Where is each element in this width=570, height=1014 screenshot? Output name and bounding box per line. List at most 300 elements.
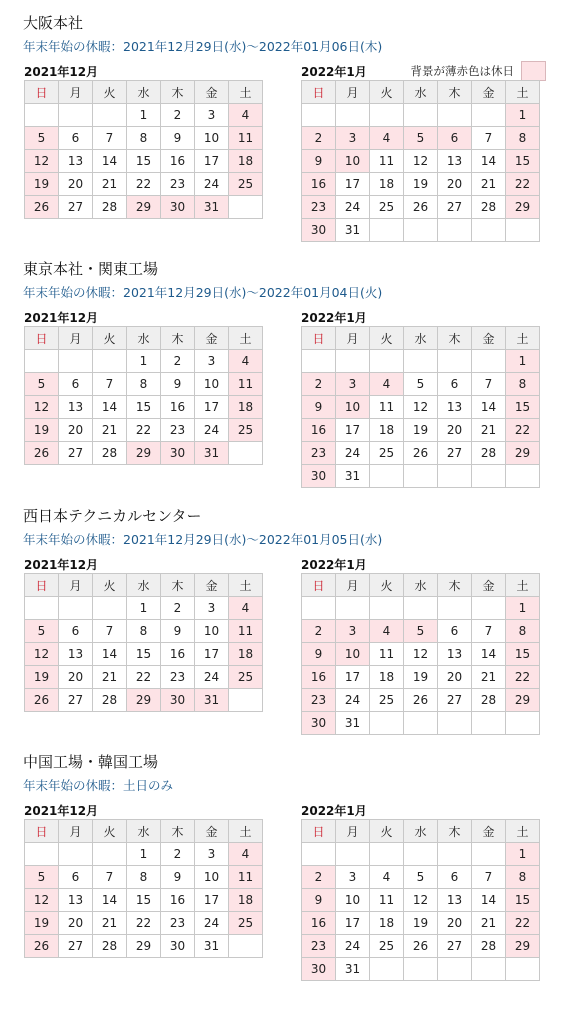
day-cell: 5: [404, 127, 438, 150]
empty-day-cell: [302, 843, 336, 866]
empty-day-cell: [404, 350, 438, 373]
day-cell: 11: [370, 150, 404, 173]
empty-day-cell: [93, 350, 127, 373]
calendar-grid: [301, 573, 540, 735]
weekday-header: 水: [127, 820, 161, 843]
week-row: [25, 373, 263, 396]
office-section: [0, 753, 570, 993]
day-cell: 26: [404, 442, 438, 465]
week-row: [302, 912, 540, 935]
day-cell: 17: [195, 643, 229, 666]
day-cell: 4: [370, 866, 404, 889]
day-cell: 15: [127, 643, 161, 666]
day-cell: 9: [161, 866, 195, 889]
day-cell: 1: [506, 843, 540, 866]
day-cell: 1: [506, 597, 540, 620]
day-cell: 16: [161, 396, 195, 419]
day-cell: 27: [59, 196, 93, 219]
day-cell: 9: [161, 620, 195, 643]
day-cell: 11: [370, 396, 404, 419]
day-cell: 6: [438, 620, 472, 643]
day-cell: 5: [404, 620, 438, 643]
day-cell: 19: [25, 173, 59, 196]
section-title: 中国工場・韓国工場: [23, 753, 159, 771]
day-cell: 25: [229, 666, 263, 689]
day-cell: 19: [404, 666, 438, 689]
week-row: [25, 866, 263, 889]
day-cell: 23: [302, 196, 336, 219]
day-cell: 25: [370, 935, 404, 958]
week-row: [25, 935, 263, 958]
day-cell: 15: [127, 396, 161, 419]
day-cell: 20: [438, 173, 472, 196]
empty-day-cell: [438, 712, 472, 735]
weekday-header: 月: [336, 574, 370, 597]
week-row: [25, 666, 263, 689]
empty-day-cell: [370, 712, 404, 735]
day-cell: 8: [506, 620, 540, 643]
weekday-header: 火: [93, 820, 127, 843]
empty-day-cell: [229, 196, 263, 219]
day-cell: 7: [472, 127, 506, 150]
day-cell: 29: [127, 442, 161, 465]
weekday-header: 金: [472, 327, 506, 350]
day-cell: 5: [404, 866, 438, 889]
day-cell: 19: [404, 912, 438, 935]
day-cell: 14: [472, 643, 506, 666]
day-cell: 13: [438, 150, 472, 173]
day-cell: 6: [59, 620, 93, 643]
week-row: [25, 912, 263, 935]
weekday-header: 月: [59, 327, 93, 350]
day-cell: 8: [127, 620, 161, 643]
day-cell: 31: [195, 935, 229, 958]
day-cell: 14: [472, 396, 506, 419]
weekday-header: 日: [302, 81, 336, 104]
day-cell: 17: [195, 396, 229, 419]
day-cell: 25: [370, 442, 404, 465]
weekday-header: 土: [229, 327, 263, 350]
empty-day-cell: [404, 104, 438, 127]
empty-day-cell: [506, 958, 540, 981]
weekday-header: 日: [25, 574, 59, 597]
holiday-period: 年末年始の休暇：2021年12月29日(水)～2022年01月05日(水): [23, 532, 383, 547]
day-cell: 7: [93, 620, 127, 643]
day-cell: 31: [195, 196, 229, 219]
day-cell: 3: [195, 597, 229, 620]
day-cell: 2: [302, 620, 336, 643]
weekday-header-row: [302, 81, 540, 104]
day-cell: 19: [25, 419, 59, 442]
day-cell: 16: [161, 150, 195, 173]
day-cell: 23: [161, 419, 195, 442]
day-cell: 28: [93, 689, 127, 712]
week-row: [25, 127, 263, 150]
empty-day-cell: [370, 958, 404, 981]
day-cell: 9: [302, 396, 336, 419]
week-row: [302, 396, 540, 419]
week-row: [302, 958, 540, 981]
day-cell: 27: [59, 689, 93, 712]
month-calendar: [301, 311, 540, 488]
day-cell: 18: [370, 419, 404, 442]
week-row: [302, 104, 540, 127]
weekday-header: 金: [472, 820, 506, 843]
day-cell: 28: [472, 935, 506, 958]
week-row: [302, 643, 540, 666]
month-calendar: [24, 804, 263, 958]
day-cell: 13: [59, 889, 93, 912]
day-cell: 10: [195, 373, 229, 396]
calendar-grid: [24, 326, 263, 465]
day-cell: 11: [229, 620, 263, 643]
weekday-header: 木: [438, 327, 472, 350]
day-cell: 30: [302, 958, 336, 981]
empty-day-cell: [302, 350, 336, 373]
day-cell: 29: [127, 196, 161, 219]
day-cell: 20: [59, 912, 93, 935]
empty-day-cell: [229, 935, 263, 958]
empty-day-cell: [93, 597, 127, 620]
day-cell: 20: [438, 666, 472, 689]
month-calendar: [24, 311, 263, 465]
weekday-header: 火: [370, 820, 404, 843]
day-cell: 3: [195, 104, 229, 127]
day-cell: 24: [195, 419, 229, 442]
weekday-header: 火: [370, 327, 404, 350]
day-cell: 27: [59, 442, 93, 465]
day-cell: 25: [370, 689, 404, 712]
day-cell: 23: [302, 935, 336, 958]
day-cell: 22: [127, 173, 161, 196]
week-row: [302, 442, 540, 465]
day-cell: 14: [93, 889, 127, 912]
day-cell: 6: [438, 866, 472, 889]
empty-day-cell: [302, 104, 336, 127]
day-cell: 12: [404, 396, 438, 419]
section-title: 東京本社・関東工場: [23, 260, 159, 278]
empty-day-cell: [438, 843, 472, 866]
weekday-header: 日: [25, 820, 59, 843]
weekday-header: 金: [195, 81, 229, 104]
day-cell: 12: [25, 643, 59, 666]
day-cell: 24: [336, 689, 370, 712]
day-cell: 4: [370, 127, 404, 150]
weekday-header: 金: [472, 81, 506, 104]
day-cell: 11: [370, 643, 404, 666]
day-cell: 11: [229, 866, 263, 889]
month-title: 2022年1月: [301, 804, 367, 818]
weekday-header: 金: [195, 327, 229, 350]
legend-label: 背景が薄赤色は休日: [410, 64, 514, 78]
day-cell: 12: [25, 396, 59, 419]
day-cell: 16: [302, 173, 336, 196]
day-cell: 22: [127, 666, 161, 689]
day-cell: 15: [506, 396, 540, 419]
day-cell: 14: [472, 889, 506, 912]
empty-day-cell: [472, 958, 506, 981]
day-cell: 19: [25, 666, 59, 689]
day-cell: 8: [127, 373, 161, 396]
day-cell: 11: [229, 127, 263, 150]
week-row: [302, 620, 540, 643]
empty-day-cell: [404, 597, 438, 620]
day-cell: 31: [195, 689, 229, 712]
day-cell: 21: [93, 173, 127, 196]
weekday-header: 火: [93, 81, 127, 104]
empty-day-cell: [93, 843, 127, 866]
empty-day-cell: [472, 465, 506, 488]
day-cell: 29: [506, 196, 540, 219]
day-cell: 27: [438, 196, 472, 219]
weekday-header: 土: [506, 574, 540, 597]
day-cell: 26: [25, 442, 59, 465]
empty-day-cell: [59, 104, 93, 127]
day-cell: 21: [93, 912, 127, 935]
day-cell: 1: [127, 350, 161, 373]
weekday-header: 日: [302, 327, 336, 350]
weekday-header: 金: [195, 820, 229, 843]
day-cell: 14: [93, 643, 127, 666]
day-cell: 2: [302, 373, 336, 396]
day-cell: 26: [404, 689, 438, 712]
day-cell: 20: [59, 419, 93, 442]
empty-day-cell: [336, 843, 370, 866]
day-cell: 26: [404, 196, 438, 219]
day-cell: 16: [302, 419, 336, 442]
day-cell: 15: [506, 643, 540, 666]
day-cell: 22: [506, 419, 540, 442]
day-cell: 14: [472, 150, 506, 173]
month-calendar: [301, 65, 540, 242]
day-cell: 27: [59, 935, 93, 958]
day-cell: 15: [506, 889, 540, 912]
empty-day-cell: [472, 712, 506, 735]
day-cell: 24: [195, 912, 229, 935]
week-row: [302, 689, 540, 712]
weekday-header-row: [25, 820, 263, 843]
weekday-header: 水: [127, 81, 161, 104]
weekday-header-row: [25, 327, 263, 350]
day-cell: 17: [336, 666, 370, 689]
day-cell: 31: [336, 465, 370, 488]
day-cell: 30: [161, 196, 195, 219]
week-row: [25, 889, 263, 912]
empty-day-cell: [370, 843, 404, 866]
empty-day-cell: [404, 958, 438, 981]
day-cell: 28: [472, 442, 506, 465]
week-row: [25, 173, 263, 196]
day-cell: 13: [438, 643, 472, 666]
day-cell: 4: [370, 620, 404, 643]
day-cell: 10: [336, 150, 370, 173]
empty-day-cell: [472, 597, 506, 620]
week-row: [25, 196, 263, 219]
week-row: [302, 843, 540, 866]
day-cell: 25: [229, 173, 263, 196]
day-cell: 7: [93, 866, 127, 889]
empty-day-cell: [370, 597, 404, 620]
week-row: [302, 889, 540, 912]
weekday-header: 火: [93, 327, 127, 350]
weekday-header-row: [302, 327, 540, 350]
weekday-header: 日: [302, 820, 336, 843]
day-cell: 25: [229, 912, 263, 935]
week-row: [25, 689, 263, 712]
empty-day-cell: [438, 597, 472, 620]
day-cell: 18: [229, 396, 263, 419]
day-cell: 13: [59, 150, 93, 173]
day-cell: 12: [404, 150, 438, 173]
empty-day-cell: [404, 219, 438, 242]
day-cell: 22: [506, 173, 540, 196]
day-cell: 29: [506, 442, 540, 465]
day-cell: 13: [59, 396, 93, 419]
month-calendar: [301, 804, 540, 981]
day-cell: 27: [438, 442, 472, 465]
weekday-header: 木: [438, 574, 472, 597]
day-cell: 29: [506, 689, 540, 712]
day-cell: 9: [302, 643, 336, 666]
day-cell: 4: [229, 843, 263, 866]
day-cell: 21: [472, 912, 506, 935]
day-cell: 31: [195, 442, 229, 465]
empty-day-cell: [229, 689, 263, 712]
day-cell: 4: [229, 104, 263, 127]
weekday-header: 月: [59, 820, 93, 843]
day-cell: 9: [302, 150, 336, 173]
empty-day-cell: [438, 219, 472, 242]
weekday-header: 木: [161, 81, 195, 104]
day-cell: 7: [472, 620, 506, 643]
day-cell: 12: [404, 643, 438, 666]
weekday-header: 日: [302, 574, 336, 597]
calendar-grid: [24, 573, 263, 712]
weekday-header: 水: [404, 81, 438, 104]
month-title: 2021年12月: [24, 311, 99, 325]
day-cell: 6: [438, 127, 472, 150]
day-cell: 30: [302, 712, 336, 735]
empty-day-cell: [370, 465, 404, 488]
week-row: [302, 465, 540, 488]
day-cell: 17: [336, 419, 370, 442]
day-cell: 18: [370, 912, 404, 935]
day-cell: 28: [93, 935, 127, 958]
day-cell: 1: [127, 597, 161, 620]
day-cell: 31: [336, 219, 370, 242]
empty-day-cell: [472, 350, 506, 373]
day-cell: 26: [25, 196, 59, 219]
calendar-grid: [24, 819, 263, 958]
week-row: [25, 620, 263, 643]
day-cell: 18: [229, 889, 263, 912]
week-row: [302, 935, 540, 958]
day-cell: 2: [161, 350, 195, 373]
day-cell: 19: [404, 173, 438, 196]
empty-day-cell: [404, 465, 438, 488]
holiday-period: 年末年始の休暇：2021年12月29日(水)～2022年01月06日(木): [23, 39, 383, 54]
day-cell: 3: [195, 843, 229, 866]
day-cell: 29: [127, 935, 161, 958]
day-cell: 20: [438, 912, 472, 935]
day-cell: 25: [229, 419, 263, 442]
weekday-header: 土: [506, 820, 540, 843]
empty-day-cell: [370, 104, 404, 127]
day-cell: 8: [506, 373, 540, 396]
week-row: [25, 150, 263, 173]
day-cell: 1: [506, 350, 540, 373]
week-row: [302, 712, 540, 735]
week-row: [302, 196, 540, 219]
empty-day-cell: [336, 350, 370, 373]
day-cell: 5: [25, 373, 59, 396]
day-cell: 17: [336, 912, 370, 935]
day-cell: 5: [25, 127, 59, 150]
day-cell: 12: [25, 150, 59, 173]
day-cell: 9: [161, 127, 195, 150]
week-row: [25, 843, 263, 866]
day-cell: 28: [472, 689, 506, 712]
empty-day-cell: [93, 104, 127, 127]
day-cell: 2: [302, 127, 336, 150]
day-cell: 8: [127, 866, 161, 889]
week-row: [302, 373, 540, 396]
day-cell: 31: [336, 712, 370, 735]
month-calendar: [24, 558, 263, 712]
day-cell: 1: [506, 104, 540, 127]
section-title: 西日本テクニカルセンター: [23, 507, 202, 525]
empty-day-cell: [25, 350, 59, 373]
day-cell: 30: [161, 689, 195, 712]
week-row: [302, 219, 540, 242]
day-cell: 1: [127, 104, 161, 127]
empty-day-cell: [336, 597, 370, 620]
day-cell: 21: [472, 419, 506, 442]
day-cell: 16: [161, 889, 195, 912]
day-cell: 4: [370, 373, 404, 396]
day-cell: 18: [370, 666, 404, 689]
week-row: [302, 127, 540, 150]
day-cell: 21: [472, 173, 506, 196]
day-cell: 23: [302, 689, 336, 712]
weekday-header: 木: [161, 574, 195, 597]
day-cell: 15: [127, 889, 161, 912]
week-row: [25, 350, 263, 373]
day-cell: 7: [93, 127, 127, 150]
weekday-header: 木: [161, 327, 195, 350]
day-cell: 2: [161, 597, 195, 620]
day-cell: 7: [472, 373, 506, 396]
weekday-header: 金: [472, 574, 506, 597]
day-cell: 7: [93, 373, 127, 396]
empty-day-cell: [472, 219, 506, 242]
week-row: [25, 643, 263, 666]
month-title: 2021年12月: [24, 558, 99, 572]
weekday-header: 金: [195, 574, 229, 597]
day-cell: 6: [59, 127, 93, 150]
day-cell: 20: [438, 419, 472, 442]
empty-day-cell: [370, 219, 404, 242]
empty-day-cell: [370, 350, 404, 373]
day-cell: 24: [336, 196, 370, 219]
weekday-header: 土: [506, 327, 540, 350]
week-row: [302, 350, 540, 373]
day-cell: 23: [161, 912, 195, 935]
day-cell: 29: [127, 689, 161, 712]
day-cell: 13: [59, 643, 93, 666]
empty-day-cell: [438, 465, 472, 488]
day-cell: 7: [472, 866, 506, 889]
